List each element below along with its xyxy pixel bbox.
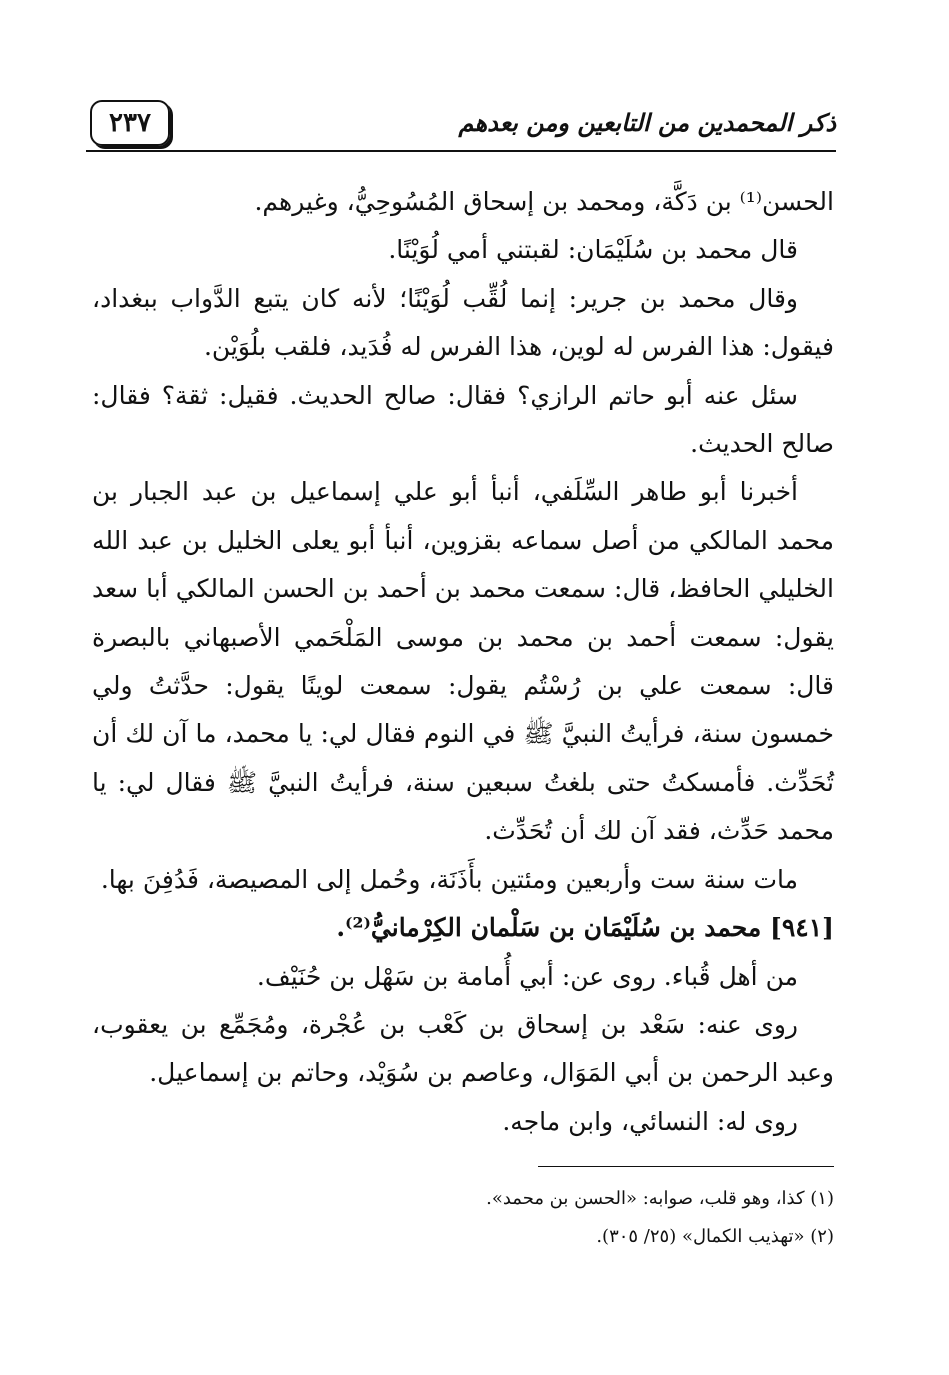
footnote: (١) كذا، وهو قلب، صوابه: «الحسن بن محمد».	[486, 1188, 834, 1209]
running-title: ذكر المحمدين من التابعين ومن بعدهم	[458, 108, 836, 137]
paragraph: من أهل قُباء. روى عن: أبي أُمامة بن سَهْل بن حُنَيْف.	[256, 961, 798, 991]
footnote: (٢) «تهذيب الكمال» (٢٥/ ٣٠٥).	[596, 1226, 834, 1247]
main-text	[92, 178, 834, 1146]
paragraph: مات سنة ست وأربعين ومئتين بأَذَنَة، وحُمل إلى المصيصة، فَدُفِنَ بها.	[100, 864, 798, 894]
paragraph: وقال محمد بن جرير: إنما لُقِّب لُوَيْنًا؛ لأنه كان يتبع الدَّواب ببغداد، فيقول: هذا الفرس له لوين، هذا الفرس له فُدَيد، فلقب بلُوَيْن.	[92, 283, 834, 362]
page-header	[84, 96, 836, 156]
page-number: ٢٣٧	[90, 100, 170, 146]
paragraph: سئل عنه أبو حاتم الرازي؟ فقال: صالح الحديث. فقيل: ثقة؟ فقال: صالح الحديث.	[92, 380, 834, 459]
paragraph: الحسن⁽¹⁾ بن دَكَّة، ومحمد بن إسحاق المُسُوحِيُّ، وغيرهم.	[254, 187, 834, 216]
entry-heading: [٩٤١] محمد بن سُلَيْمَان بن سَلْمان الكِرْمانيُّ⁽²⁾.	[336, 913, 834, 943]
footnotes	[92, 1180, 834, 1256]
paragraph: روى عنه: سَعْد بن إسحاق بن كَعْب بن عُجْرة، ومُجَمِّع بن يعقوب، وعبد الرحمن بن أبي المَوَال، وعاصم بن سُوَيْد، وحاتم بن إسماعيل.	[92, 1009, 834, 1088]
paragraph: قال محمد بن سُلَيْمَان: لقبتني أمي لُوَيْنًا.	[388, 235, 798, 265]
footnote-separator	[538, 1166, 834, 1167]
paragraph: أخبرنا أبو طاهر السِّلَفي، أنبأ أبو علي إسماعيل بن عبد الجبار بن محمد المالكي من أصل سماعه بقزوين، أنبأ أبو يعلى الخليل بن عبد الله الخليلي الحافظ، قال: سمعت محمد بن أحمد بن الحسن المالكي أبا سعد يقول: سمعت أحمد بن محمد بن موسى المَلْحَمي الأصبهاني بالبصرة قال: سمعت علي بن رُسْتُم يقول: سمعت لوينًا يقول: حدَّثتُ ولي خمسون سنة، فرأيتُ النبيَّ ﷺ في النوم فقال لي: يا محمد، ما آن لك أن تُحَدِّث. فأمسكتُ حتى بلغتُ سبعين سنة، فرأيتُ النبيَّ ﷺ فقال لي: يا محمد حَدِّث، فقد آن لك أن تُحَدِّث.	[92, 477, 834, 846]
header-rule	[86, 150, 836, 152]
paragraph: روى له: النسائي، وابن ماجه.	[502, 1106, 798, 1136]
